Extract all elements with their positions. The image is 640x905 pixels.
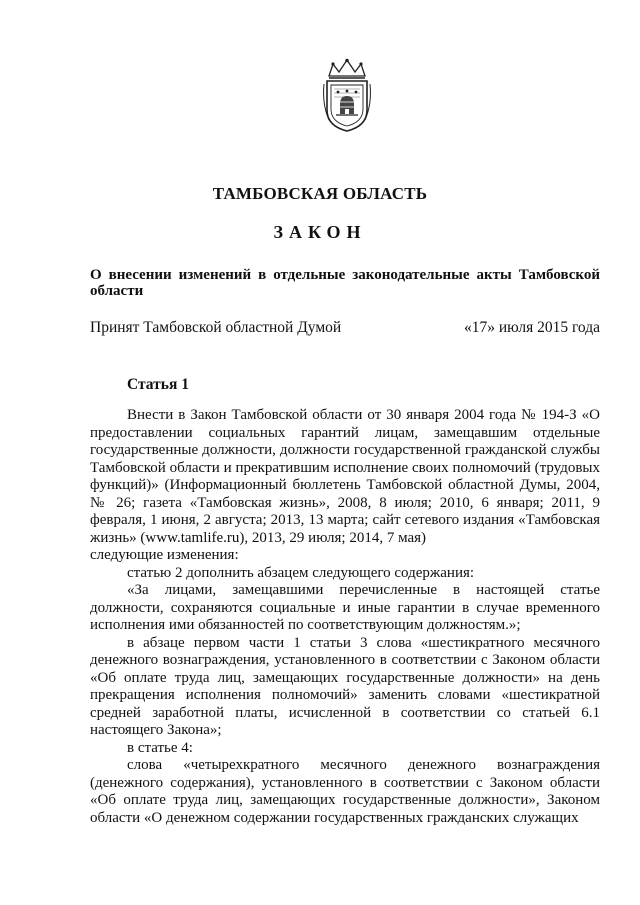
- article-paragraph: следующие изменения:: [90, 547, 239, 563]
- article-paragraph: в абзаце первом части 1 статьи 3 слова «шестикратного месячного денежного вознаграждения, установленного в соответствии с Законом области «Об оплате труда лиц, замещающих государственные должности» на день прекращения исполнения полномочий» заменить словами «шестикратной средней заработной платы, исчисленной в соответствии со статьей 6.1 настоящего Закона»;: [90, 634, 600, 738]
- tambov-coat-of-arms-icon: [321, 58, 373, 132]
- document-type-title: ЗАКОН: [273, 222, 367, 242]
- article-heading: Статья 1: [127, 376, 189, 393]
- article-body: [90, 407, 600, 827]
- article-paragraph: «За лицами, замещавшими перечисленные в настоящей статье должности, сохраняются социальные и иные гарантии в случае временного исполнения ими обязанностей по соответствующим должностям.»;: [90, 582, 600, 633]
- adoption-date: «17» июля 2015 года: [463, 319, 600, 336]
- article-paragraph: статью 2 дополнить абзацем следующего содержания:: [127, 564, 475, 581]
- article-paragraph: Внести в Закон Тамбовской области от 30 января 2004 года № 194-З «О предоставлении социальных гарантий лицам, замещавшим отдельные государственные должности, должности государственной гражданской службы Тамбовской области и прекратившим исполнение своих полномочий (трудовых функций)» (Информационный бюллетень Тамбовской областной Думы, 2004, № 26; газета «Тамбовская жизнь», 2008, 8 июля; 2010, 6 января; 2011, 9 февраля, 1 июня, 2 августа; 2013, 13 марта; сайт сетевого издания «Тамбовская жизнь» (www.tamlife.ru), 2013, 29 июля; 2014, 7 мая): [90, 407, 600, 546]
- law-subject-heading: О внесении изменений в отдельные законодательные акты Тамбовской области: [90, 267, 600, 299]
- adopted-by-text: Принят Тамбовской областной Думой: [90, 319, 342, 336]
- region-title: ТАМБОВСКАЯ ОБЛАСТЬ: [212, 184, 428, 203]
- article-paragraph: в статье 4:: [127, 739, 193, 756]
- article-paragraph: слова «четырехкратного месячного денежного вознаграждения (денежного содержания), установленного в соответствии с Законом области «Об оплате труда лиц, замещающих государственные должности», Законом области «О денежном содержании государственных гражданских служащих: [90, 757, 600, 826]
